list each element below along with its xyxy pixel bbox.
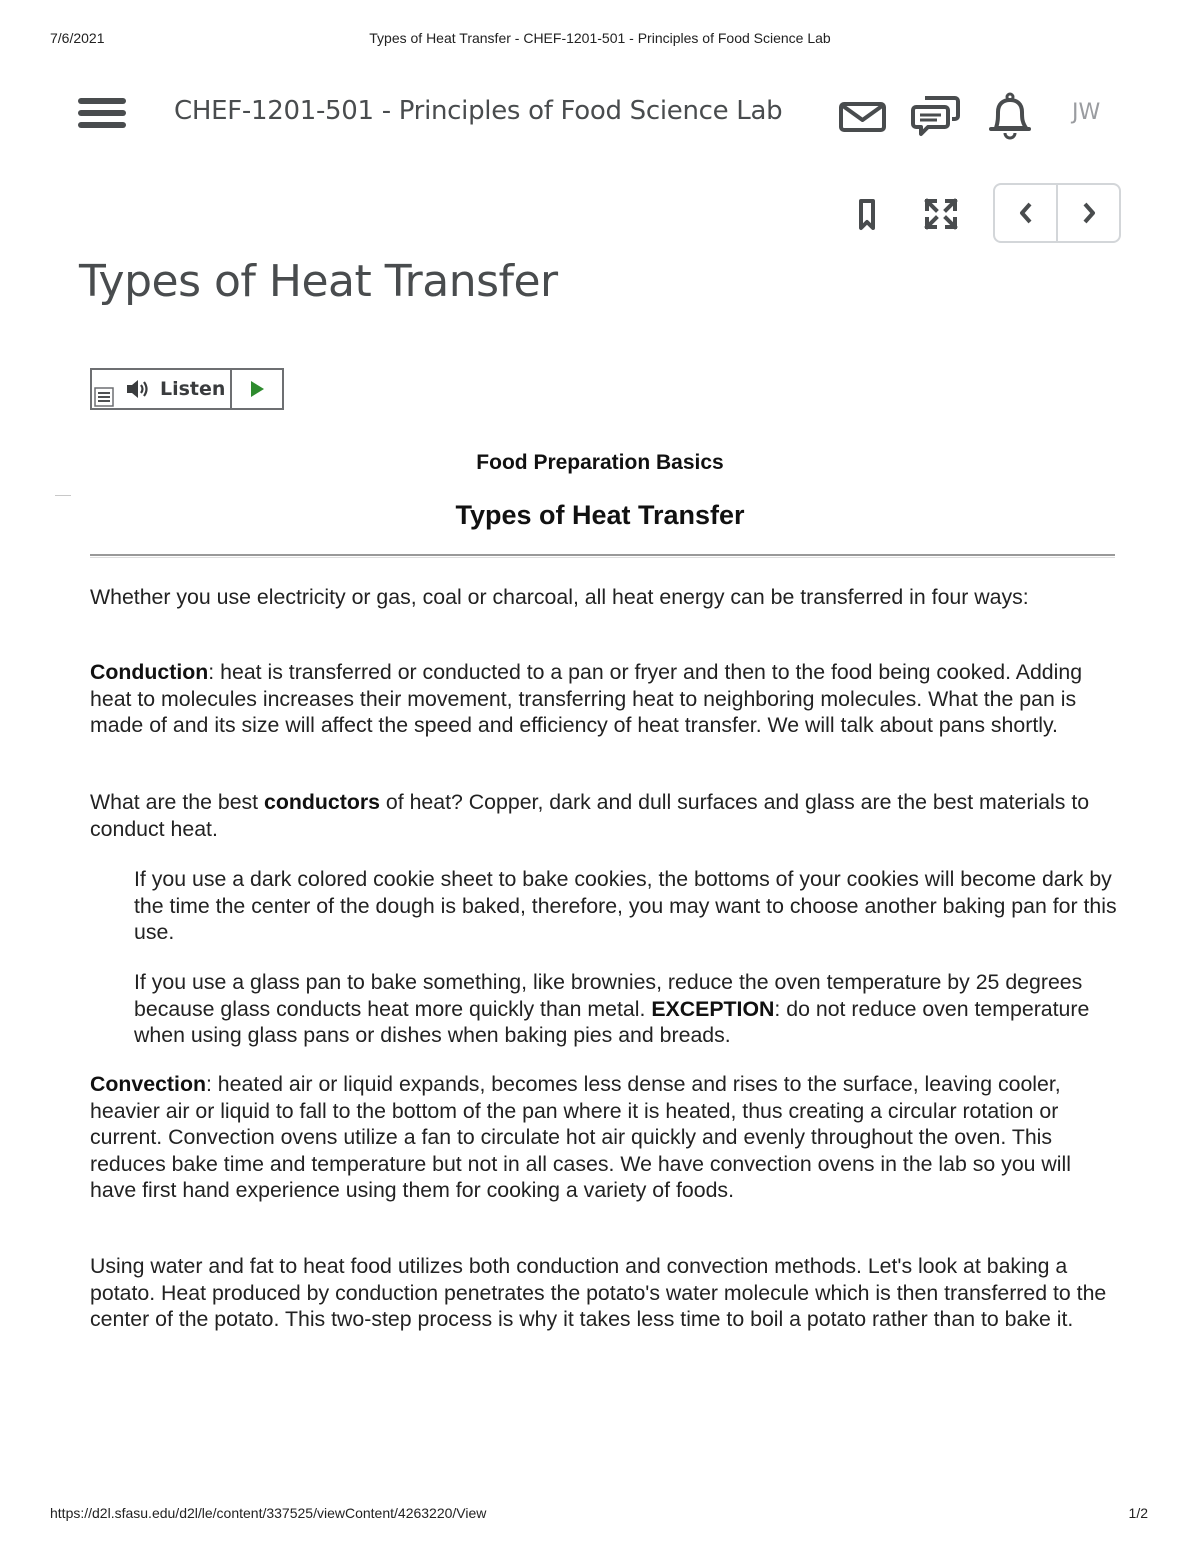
print-page-number: 1/2 bbox=[1128, 1505, 1148, 1521]
glass-tip-paragraph bbox=[134, 969, 1120, 1049]
conduction-text: : heat is transferred or conducted to a pan or fryer and then to the food being cooked. Adding heat to molecules increases their movement, transferring heat to neighboring molecules. What the pan is made of and its size will affect the speed and efficiency of heat transfer. We will talk about pans shortly. bbox=[90, 660, 1083, 737]
listen-menu-icon[interactable] bbox=[94, 387, 114, 407]
play-icon bbox=[249, 380, 265, 398]
listen-label: Listen bbox=[160, 378, 226, 400]
chevron-right-icon bbox=[1080, 201, 1098, 225]
topic-navigation bbox=[993, 183, 1121, 243]
conductors-pre: What are the best bbox=[90, 790, 265, 814]
listen-button[interactable] bbox=[92, 370, 232, 408]
print-footer bbox=[0, 1505, 1200, 1525]
previous-topic-button[interactable] bbox=[995, 185, 1058, 241]
conductors-term: conductors bbox=[264, 790, 380, 814]
water-fat-paragraph: Using water and fat to heat food utilizes both conduction and convection methods. Let's look at baking a potato. Heat produced by conduction penetrates the potato's water molecule which is then transferred to the center of the potato. This two-step process is why it takes less time to boil a potato rather than to bake it. bbox=[90, 1254, 1107, 1331]
conductors-paragraph bbox=[90, 789, 1120, 842]
cookie-tip-paragraph: If you use a dark colored cookie sheet to bake cookies, the bottoms of your cookies will become dark by the time the center of the dough is baked, therefore, you may want to choose another baking pan for this use. bbox=[134, 867, 1117, 944]
chat-icon[interactable] bbox=[911, 92, 961, 140]
glass-tip-pre: If you use a glass pan to bake something, like brownies, reduce the oven temperature by 25 degrees because glass conducts heat more quickly than metal. bbox=[134, 970, 1083, 1021]
listen-widget bbox=[90, 368, 284, 410]
print-header bbox=[0, 30, 1200, 50]
print-date: 7/6/2021 bbox=[50, 30, 105, 46]
chevron-left-icon bbox=[1017, 201, 1035, 225]
convection-paragraph bbox=[90, 1071, 1120, 1204]
bell-icon[interactable] bbox=[986, 92, 1036, 140]
print-url: https://d2l.sfasu.edu/d2l/le/content/337525/viewContent/4263220/View bbox=[50, 1505, 487, 1521]
conduction-term: Conduction bbox=[90, 660, 209, 684]
convection-text: : heated air or liquid expands, becomes less dense and rises to the surface, leaving cooler, heavier air or liquid to fall to the bottom of the pan where it is heated, thus creating a circular rotation or current. Convection ovens utilize a fan to circulate hot air quickly and evenly throughout the oven. This reduces bake time and temperature but not in all cases. We have convection ovens in the lab so you will have first hand experience using them for cooking a variety of foods. bbox=[90, 1072, 1071, 1202]
glass-tip-term: EXCEPTION bbox=[651, 996, 775, 1021]
next-topic-button[interactable] bbox=[1058, 185, 1119, 241]
print-page-title: Types of Heat Transfer - CHEF-1201-501 - Principles of Food Science Lab bbox=[369, 30, 831, 46]
bookmark-icon[interactable] bbox=[856, 198, 878, 232]
divider-mark bbox=[55, 495, 71, 496]
conduction-paragraph bbox=[90, 659, 1120, 739]
fullscreen-icon[interactable] bbox=[924, 198, 958, 230]
intro-paragraph: Whether you use electricity or gas, coal or charcoal, all heat energy can be transferred in four ways: bbox=[90, 585, 1029, 609]
mail-icon[interactable] bbox=[838, 92, 888, 140]
horizontal-rule bbox=[90, 554, 1115, 558]
content-heading: Types of Heat Transfer bbox=[455, 500, 745, 530]
section-label: Food Preparation Basics bbox=[476, 451, 724, 474]
conductors-post: of heat? Copper, dark and dull surfaces and glass are the best materials to conduct heat. bbox=[90, 790, 1090, 841]
play-button[interactable] bbox=[232, 370, 282, 408]
convection-term: Convection bbox=[90, 1072, 206, 1096]
page-title: Types of Heat Transfer bbox=[79, 256, 558, 307]
hamburger-menu-icon[interactable] bbox=[78, 98, 126, 134]
speaker-icon bbox=[125, 378, 151, 400]
course-title[interactable]: CHEF-1201-501 - Principles of Food Science Lab bbox=[174, 96, 783, 126]
avatar[interactable]: JW bbox=[1072, 100, 1101, 125]
glass-tip-post: : do not reduce oven temperature when using glass pans or dishes when baking pies and breads. bbox=[134, 996, 1090, 1047]
